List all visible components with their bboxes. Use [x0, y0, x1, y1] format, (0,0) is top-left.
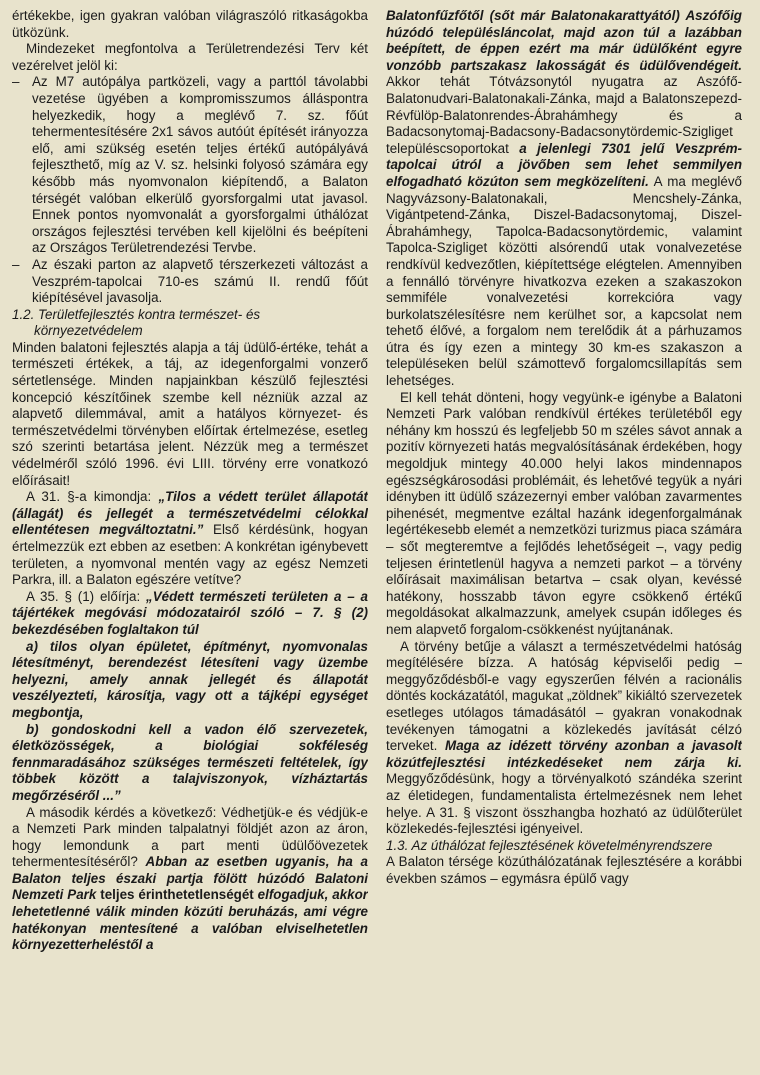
quote-item-b: b) gondoskodni kell a vadon élő szervezetek, életközösségek, a biológiai sokféleség fennmaradásához szükséges természeti feltételek, így többek között a talajviszonyok, vízháztartás megőrzéséről ...”	[12, 721, 368, 803]
dash-bullet: –	[12, 74, 20, 90]
italic-run: a jelenlegi 7301 jelű Veszprém-tapolcai útról a jövőben sem lehet semmilyen elfogadható közúton sem megközelíteni.	[386, 140, 742, 189]
text-run: Akkor tehát Tótvázsonytól nyugatra az Aszófő-Balatonudvari-Balatonakali-Zánka, majd a Balatonszepezd-Révfülöp-Balatonrendes-Ábrahámhegy és a Badacsonytomaj-Badacsony-Badacsonytördemic-Szigliget településcsoportokat	[386, 74, 742, 156]
text-run: A ma meglévő Nagyvázsony-Balatonakali, Mencshely-Zánka, Vigántpetend-Zánka, Diszel-Badacsonytomaj, Diszel-Ábrahámhegy, Tapolca-Badacsonytördemic, valamint Tapolca-Szigliget közötti alsórendű utak vonalvezetése rendkívül kedvezőtlen, kiépítettsége elégtelen. Amennyiben a fennálló törvényre hivatkozva ezeken a szakaszokon semmiféle vonalvezetési korrekcióra vagy burkolatszélesítésre nem kerülhet sor, a kapcsolat nem tehető élővé, a forgalom nem terelődik át a párhuzamos útra és így ezen a mintegy 30 km-es szakaszon a településeken belül számottevő forgalomcsillapítás sem lehetséges.	[386, 173, 742, 389]
quote-item-a: a) tilos olyan épületet, építményt, nyomvonalas létesítményt, berendezést létesíteni vagy üzembe helyezni, amely annak jellegét és állapotát veszélyezteti, károsítja, vagy ott a tájképi egységet megbontja,	[12, 638, 368, 720]
italic-run: Balatonfűzfőtől (sőt már Balatonakarattyától) Aszófőig húzódó településláncolat, majd azon túl a lazábban beépített, de éppen ezért ma már üdülőként egyre vonzóbb partszakasz lakosságát és üdülővendégeit.	[386, 8, 742, 73]
paragraph	[386, 639, 742, 838]
paragraph: Mindezeket megfontolva a Területrendezési Terv két vezérelvet jelöl ki:	[12, 41, 368, 73]
quote: „Tilos a védett terület állapotát (állagát) és jellegét a természetvédelmi célokkal ellentétesen megváltoztatni.”	[12, 489, 368, 538]
paragraph: El kell tehát dönteni, hogy vegyünk-e igénybe a Balatoni Nemzeti Park valóban rendkívül értékes területéből egy néhány km hosszú és legfeljebb 50 m széles sávot annak a pozitív környezeti hatás megvalósításának érdekében, hogy megoldjuk mintegy 40.000 helyi lakos mindennapos egészségkárosodási problémáit, és lehetővé tegyük a nyári idényben itt üdülő százezernyi ember valóban zavarmentes pihenését, megmentve ezáltal hazánk idegenforgalmának legértékesebb elemét a nemzetközi turizmus piaca számára – sőt megteremtve a fejlődés lehetőségeit –, vagy pedig teljesen érintetlenül hagyva a nemzeti parkot – a törvény előírásait maximálisan betartva – csak olyan, kevéssé hatékony, hosszabb távon egyre csökkenő értékű megoldásokat alkalmazzunk, amelyek csupán időleges és nem alapvető forgalom-csökkenést nyújtanának.	[386, 389, 742, 637]
paragraph	[12, 805, 368, 954]
italic-run: Maga az idézett törvény azonban a javasolt közútfejlesztési intézkedéseket nem zárja ki.	[386, 738, 742, 770]
paragraph	[12, 589, 368, 639]
section-heading: 1.2. Területfejlesztés kontra természet- és környezetvédelem	[12, 306, 261, 339]
list-item-text: Az M7 autópálya partközeli, vagy a parttól távolabbi vezetése ügyében a kompromisszumos álláspontra helyezkedik, hogy a meglévő 7. sz. főút tehermentesítésére 2x1 sávos autóút építését irányozza elő, ami szükség esetén teljes értékű autópályává fejleszthető, míg az V. sz. helsinki folyosó számára egy később más nyomvonalon kiépítendő, a Balaton térségét valóban elkerülő gyorsforgalmi utat javasol. Ennek pontos nyomvonalát a gyorsforgalmi úthálózat országos fejlesztési tervében kell kijelölni és beépíteni az Országos Területrendezési Tervbe.	[32, 74, 368, 256]
section-heading: 1.3. Az úthálózat fejlesztésének követelményrendszere	[386, 837, 713, 853]
paragraph	[12, 489, 368, 589]
italic-run: elfogadjuk, akkor lehetetlenné válik minden közúti beruházás, ami végre hatékonyan mentesítené a valóban elviselhetetlen környezetterheléstől a	[12, 887, 368, 953]
text-run: Meggyőződésünk, hogy a törvényalkotó szándéka szerint az életidegen, fundamentalista értelmezésnek nem lehet helye. A 31. § viszont összhangba hozható az üdülőterület közlekedés-fejlesztési igényeivel.	[386, 771, 742, 837]
text-run: A törvény betűje a választ a természetvédelmi hatóság megítélésére bízza. A hatóság képviselői pedig – meggyőződésből-e vagy egyszerűen félvén a racionális döntés kockázatától, magukat „zöldnek” kikiáltó szervezetek esetleges utólagos támadásától – gyakran vonakodnak tevékenyen támogatni a közlekedés javítását célzó terveket.	[386, 638, 742, 754]
text-run: Első kérdésünk, hogyan értelmezzük ezt ebben az esetben: A konkrétan igénybevett területen, a nyomvonal mentén vagy az egész Nemzeti Parkra, ill. a Balaton egészére vetítve?	[12, 522, 368, 588]
paragraph: Minden balatoni fejlesztés alapja a táj üdülő-értéke, tehát a természeti értékek, a táj, az idegenforgalmi vonzerő sértetlensége. Minden napjainkban készülő fejlesztési koncepció készítőinek szembe kell nézniük azzal az alapvető dilemmával, amit a hatályos környezet- és természetvédelmi törvényben előírtak értelmezése, esetleg szó szerinti betartása jelent. Nézzük meg a természet védelméről szóló 1996. évi LIII. törvény erre vonatkozó előírásait!	[12, 339, 368, 488]
list-item	[12, 257, 368, 307]
dash-bullet: –	[12, 256, 20, 272]
paragraph: A Balaton térsége közúthálózatának fejlesztésére a korábbi években számos – egymásra épülő vagy	[386, 854, 742, 886]
bold-run: teljes érinthetetlenségét	[100, 887, 254, 903]
quote: „Védett természeti területen a – a tájértékek megóvási módozatairól szóló – 7. § (2) bekezdésében foglaltakon túl	[12, 588, 368, 637]
list-item	[12, 74, 368, 257]
italic-run: Abban az esetben ugyanis, ha a Balaton teljes északi partja fölött húzódó Balatoni Nemzeti Park	[12, 854, 368, 903]
text-run: A 35. § (1) előírja:	[26, 588, 147, 604]
paragraph	[386, 8, 742, 390]
text-run: A 31. §-a kimondja:	[26, 489, 159, 505]
paragraph: értékekbe, igen gyakran valóban világraszóló ritkaságokba ütközünk.	[12, 8, 368, 40]
left-column	[12, 8, 368, 1075]
right-column	[386, 8, 742, 1075]
list-item-text: Az északi parton az alapvető térszerkezeti változást a Veszprém-tapolcai 710-es számú II. rendű főút kiépítésével javasolja.	[32, 256, 368, 306]
text-run: A második kérdés a következő: Védhetjük-e és védjük-e a Nemzeti Park minden talpalatnyi földjét azon az áron, hogy lemondunk a part menti üdülőövezetek tehermentesítéséről?	[12, 804, 368, 870]
